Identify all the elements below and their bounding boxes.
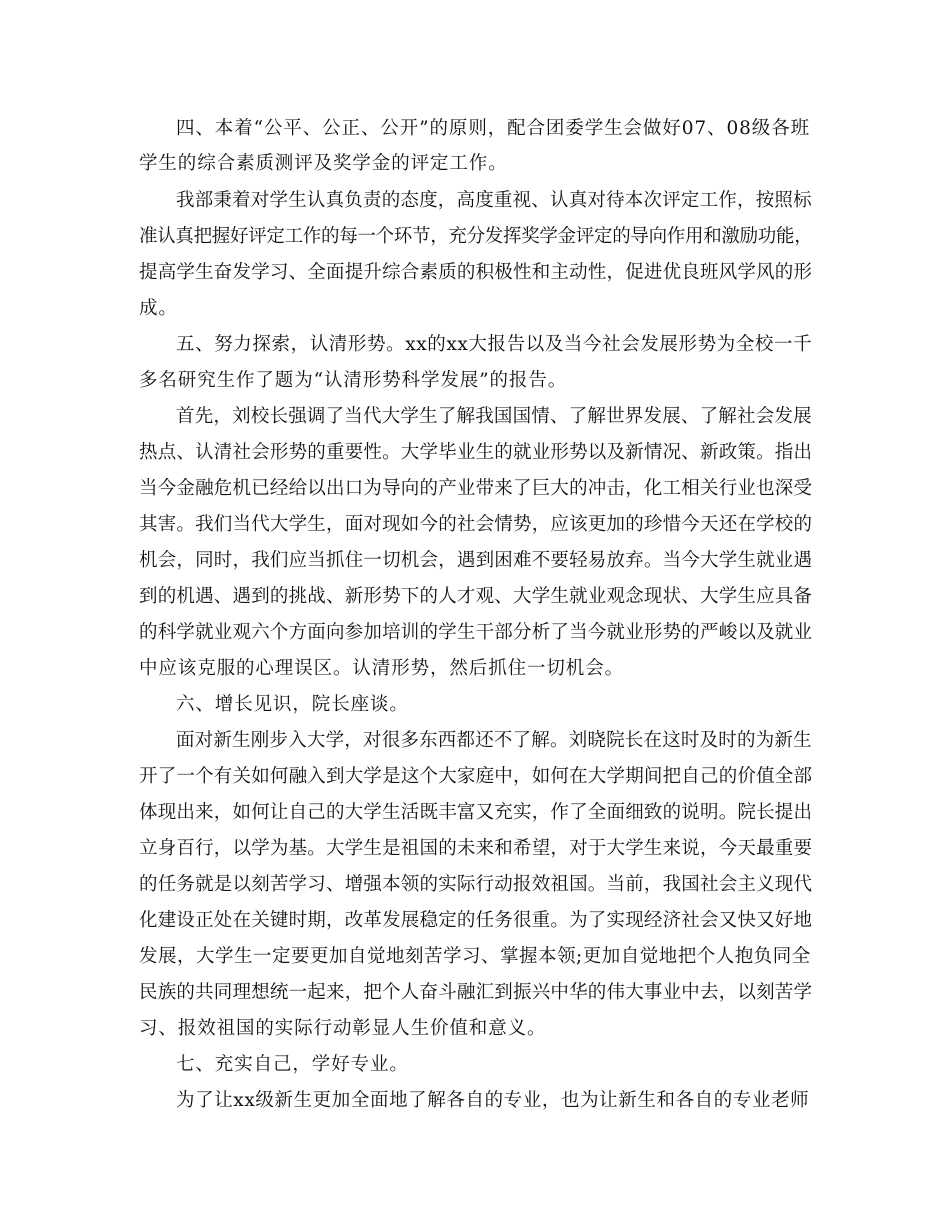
paragraph-line: 体现出来，如何让自己的大学生活既丰富又充实，作了全面细致的说明。院长提出	[139, 802, 813, 823]
paragraph-line: 面对新生刚步入大学，对很多东西都还不了解。刘晓院长在这时及时的为新生	[176, 730, 812, 751]
paragraph-line: 四、本着“公平、公正、公开”的原则，配合团委学生会做好07、08级各班	[176, 118, 810, 139]
paragraph-line: 民族的共同理想统一起来，把个人奋斗融汇到振兴中华的伟大事业中去，以刻苦学	[139, 982, 813, 1003]
paragraph-line: 立身百行，以学为基。大学生是祖国的未来和希望，对于大学生来说，今天最重要	[139, 838, 813, 859]
paragraph-line: 习、报效祖国的实际行动彰显人生价值和意义。	[139, 1018, 547, 1039]
paragraph-line: 首先，刘校长强调了当代大学生了解我国国情、了解世界发展、了解社会发展	[176, 406, 812, 427]
paragraph-line: 其害。我们当代大学生，面对现如今的社会情势，应该更加的珍惜今天还在学校的	[139, 514, 813, 535]
paragraph-line: 当今金融危机已经给以出口为导向的产业带来了巨大的冲击，化工相关行业也深受	[139, 478, 813, 499]
paragraph-line: 为了让xx级新生更加全面地了解各自的专业，也为让新生和各自的专业老师	[176, 1090, 810, 1111]
paragraph-line: 提高学生奋发学习、全面提升综合素质的积极性和主动性，促进优良班风学风的形	[139, 262, 813, 283]
paragraph-line: 的科学就业观六个方面向参加培训的学生干部分析了当今就业形势的严峻以及就业	[139, 622, 813, 643]
paragraph-line: 多名研究生作了题为“认清形势科学发展”的报告。	[139, 370, 568, 391]
paragraph-line: 机会，同时，我们应当抓住一切机会，遇到困难不要轻易放弃。当今大学生就业遇	[139, 550, 813, 571]
paragraph-line: 学生的综合素质测评及奖学金的评定工作。	[139, 153, 508, 174]
paragraph-line: 成。	[139, 298, 178, 319]
paragraph-line: 七、充实自己，学好专业。	[176, 1054, 409, 1075]
paragraph-line: 发展，大学生一定要更加自觉地刻苦学习、掌握本领;更加自觉地把个人抱负同全	[139, 946, 811, 967]
paragraph-line: 化建设正处在关键时期，改革发展稳定的任务很重。为了实现经济社会又快又好地	[139, 910, 813, 931]
paragraph-line: 我部秉着对学生认真负责的态度，高度重视、认真对待本次评定工作，按照标	[176, 190, 812, 211]
paragraph-line: 准认真把握好评定工作的每一个环节，充分发挥奖学金评定的导向作用和激励功能，	[139, 226, 813, 247]
paragraph-line: 六、增长见识，院长座谈。	[176, 694, 409, 715]
paragraph-line: 的任务就是以刻苦学习、增强本领的实际行动报效祖国。当前，我国社会主义现代	[139, 874, 813, 895]
paragraph-line: 到的机遇、遇到的挑战、新形势下的人才观、大学生就业观念现状、大学生应具备	[139, 586, 813, 607]
paragraph-line: 开了一个有关如何融入到大学是这个大家庭中，如何在大学期间把自己的价值全部	[139, 766, 813, 787]
paragraph-line: 热点、认清社会形势的重要性。大学毕业生的就业形势以及新情况、新政策。指出	[139, 442, 813, 463]
paragraph-line: 五、努力探索，认清形势。xx的xx大报告以及当今社会发展形势为全校一千	[176, 334, 813, 355]
paragraph-line: 中应该克服的心理误区。认清形势，然后抓住一切机会。	[139, 658, 625, 679]
